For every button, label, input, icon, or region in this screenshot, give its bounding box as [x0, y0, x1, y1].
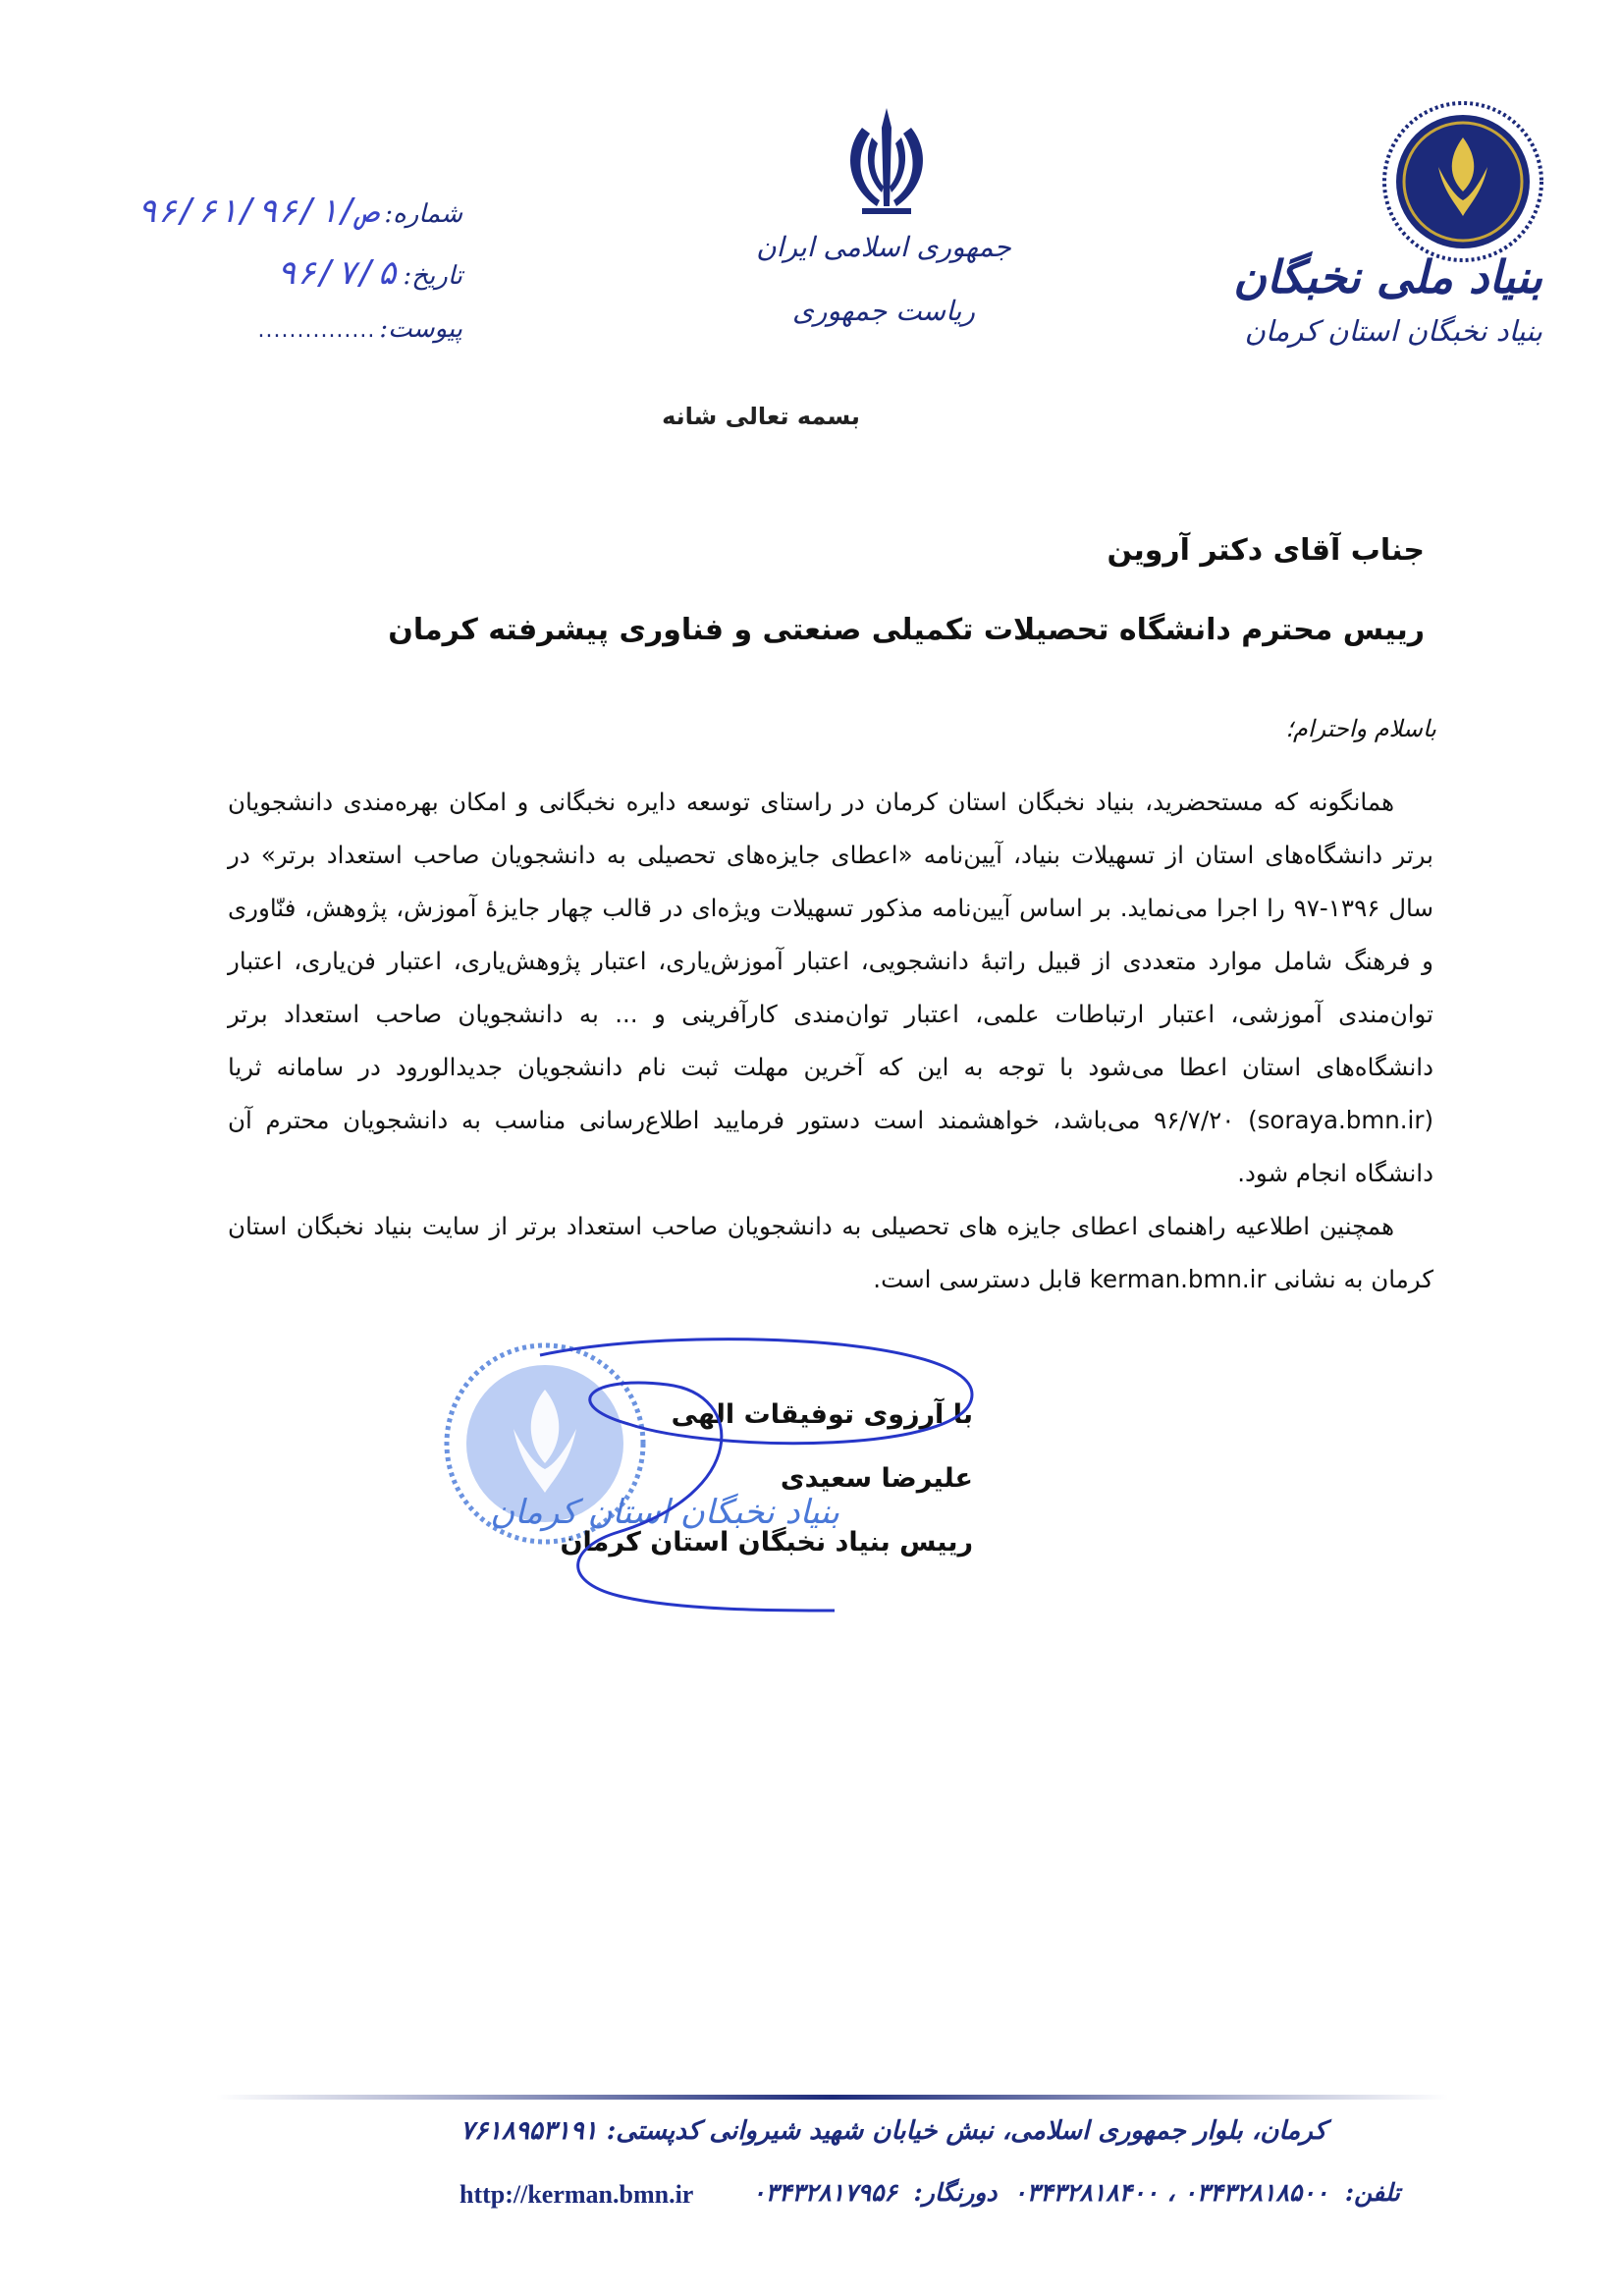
- addressee-title: رییس محترم دانشگاه تحصیلات تکمیلی صنعتی و فناوری پیشرفته کرمان: [388, 613, 1425, 647]
- stamp-text: بنیاد نخبگان استان کرمان: [490, 1493, 839, 1532]
- addressee-name: جناب آقای دکتر آروین: [1107, 533, 1425, 568]
- gov-line-1: جمهوری اسلامی ایران: [756, 231, 1011, 263]
- foundation-logo-icon: [1379, 98, 1546, 265]
- phone-numbers: ۰۳۴۳۲۸۱۸۵۰۰ ، ۰۳۴۳۲۸۱۸۴۰۰: [1013, 2178, 1329, 2207]
- letter-attachment-label: پیوست:: [379, 314, 462, 344]
- phone-label: تلفن:: [1344, 2178, 1400, 2207]
- letter-attachment-row: [258, 314, 463, 344]
- signatory-role: رییس بنیاد نخبگان استان کرمان: [560, 1527, 973, 1558]
- letter-attachment-value: ...............: [257, 318, 376, 343]
- body-paragraph-2: همچنین اطلاعیه راهنمای اعطای جایزه های تحصیلی به دانشجویان صاحب استعداد برتر از سایت بنیاد نخبگان استان کرمان به نشانی kerman.bmn.ir قابل دسترسی است.: [228, 1212, 1433, 1293]
- letter-date-value: ۹۶/۷/۵: [276, 253, 398, 293]
- invocation: بسمه تعالی شانه: [662, 403, 860, 430]
- letter-date-label: تاریخ:: [403, 261, 462, 291]
- footer-url[interactable]: http://kerman.bmn.ir: [459, 2180, 694, 2209]
- foundation-name: بنیاد ملی نخبگان: [1233, 250, 1542, 303]
- footer-address: کرمان، بلوار جمهوری اسلامی، نبش خیابان شهید شیروانی کدپستی: ۷۶۱۸۹۵۳۱۹۱: [460, 2116, 1326, 2146]
- signatory-name: علیرضا سعیدی: [780, 1463, 973, 1494]
- letter-body: [228, 776, 1433, 1306]
- gov-line-2: ریاست جمهوری: [791, 295, 975, 327]
- body-paragraph-1: همانگونه که مستحضرید، بنیاد نخبگان استان کرمان در راستای توسعه دایره نخبگانی و امکان بهره‌مندی دانشجویان برتر دانشگاه‌های استان از تسهیلات بنیاد، آیین‌نامه «اعطای جایزه‌های تحصیلی به دانشجویان صاحب استعداد برتر» در سال ۱۳۹۶-۹۷ را اجرا می‌نماید. بر اساس آیین‌نامه مذکور تسهیلات ویژه‌ای در قالب چهار جایزهٔ آموزش، پژوهش، فنّاوری و فرهنگ شامل موارد متعددی از قبیل راتبهٔ دانشجویی، اعتبار آموزش‌یاری، اعتبار پژوهش‌یاری، اعتبار فن‌یاری، اعتبار توان‌مندی آموزشی، اعتبار ارتباطات علمی، اعتبار توان‌مندی کارآفرینی و ... به دانشجویان صاحب استعداد برتر دانشگاه‌های استان اعطا می‌شود با توجه به این که آخرین مهلت ثبت نام دانشجویان جدیدالورود در سامانه ثریا (soraya.bmn.ir) ۹۶/۷/۲۰ می‌باشد، خواهشمند است دستور فرمایید اطلاع‌رسانی مناسب به دانشجویان محترم آن دانشگاه انجام شود.: [228, 788, 1433, 1187]
- letter-number-row: [137, 191, 462, 231]
- letter-number-label: شماره:: [384, 199, 462, 229]
- handwritten-signature-icon: [422, 1316, 1011, 1630]
- salutation: باسلام واحترام؛: [1285, 715, 1436, 742]
- footer-contact: [271, 2178, 1400, 2207]
- fax-label: دورنگار:: [913, 2178, 998, 2207]
- signature-wish: با آرزوی توفیقات الهی: [671, 1399, 973, 1430]
- iran-emblem-icon: [823, 98, 950, 226]
- foundation-subtitle: بنیاد نخبگان استان کرمان: [1244, 314, 1542, 348]
- fax-number: ۰۳۴۳۲۸۱۷۹۵۶: [752, 2178, 897, 2207]
- letter-number-value: ۹۶/۶۱/ص/۹۶/۱: [136, 191, 379, 231]
- footer-divider: [216, 2095, 1448, 2100]
- letter-date-row: [277, 253, 462, 293]
